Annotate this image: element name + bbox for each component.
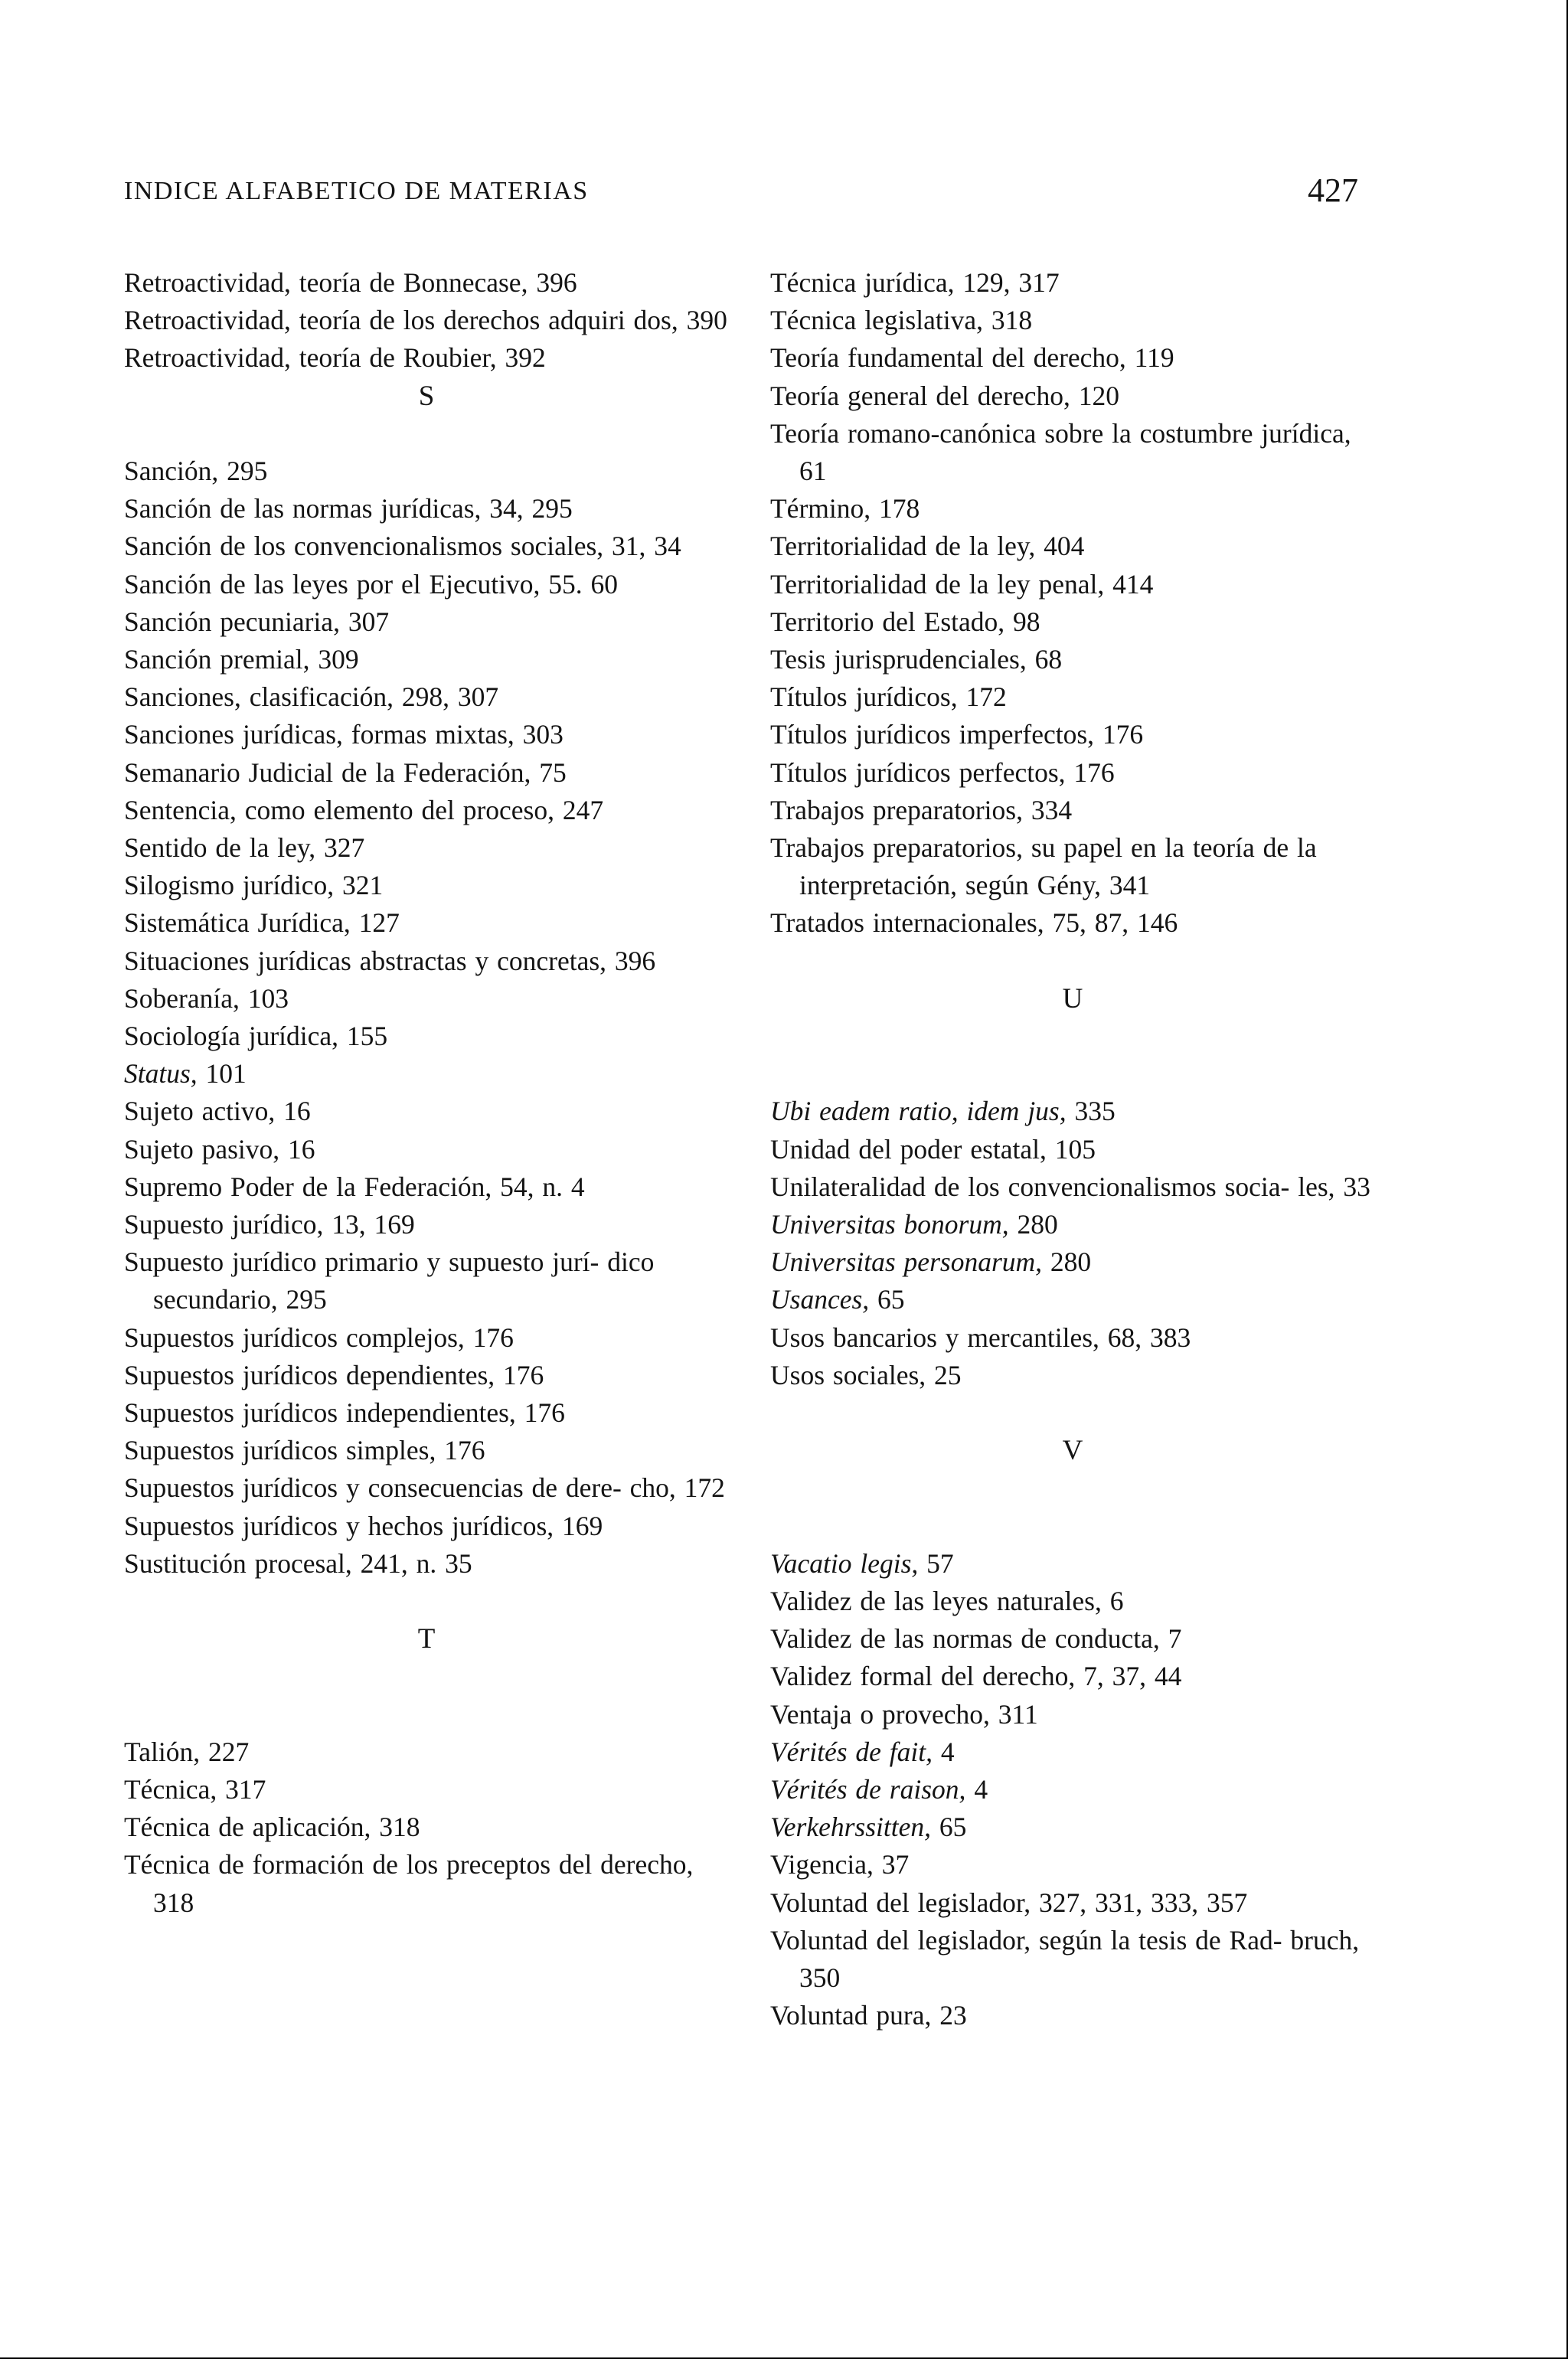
index-entry: Supuestos jurídicos simples, 176 xyxy=(124,1435,485,1466)
section-letter-v: V xyxy=(1062,1435,1083,1467)
index-entry: Situaciones jurídicas abstractas y concretas, 396 xyxy=(124,945,656,976)
section-letter-u: U xyxy=(1062,982,1083,1015)
index-entry: Retroactividad, teoría de Bonnecase, 396 xyxy=(124,267,577,298)
index-entry: Teoría romano-canónica sobre la costumbre jurídica, 61 xyxy=(770,417,1351,487)
index-entry: Supuestos jurídicos dependientes, 176 xyxy=(124,1359,544,1390)
index-entry: Supremo Poder de la Federación, 54, n. 4 xyxy=(124,1171,585,1202)
index-entry: Voluntad pura, 23 xyxy=(770,2000,967,2031)
index-entry: Usos bancarios y mercantiles, 68, 383 xyxy=(770,1322,1191,1353)
index-entry: Supuestos jurídicos y consecuencias de dere- cho, 172 xyxy=(124,1472,725,1504)
index-entry: Títulos jurídicos imperfectos, 176 xyxy=(770,719,1144,750)
index-entry: Técnica, 317 xyxy=(124,1774,266,1805)
index-entry: Voluntad del legislador, según la tesis de Rad- bruch, 350 xyxy=(770,1924,1360,1994)
index-entry: Títulos jurídicos perfectos, 176 xyxy=(770,756,1115,788)
index-entry: Supuesto jurídico, 13, 169 xyxy=(124,1209,415,1240)
index-entry: Sanción de las leyes por el Ejecutivo, 55. 60 xyxy=(124,568,618,600)
index-entry: Soberanía, 103 xyxy=(124,982,289,1014)
index-entry: Unidad del poder estatal, 105 xyxy=(770,1133,1096,1165)
index-entry: Supuesto jurídico primario y supuesto jurí- dico secundario, 295 xyxy=(124,1246,655,1315)
index-entry-italic-term: Status, xyxy=(124,1058,198,1090)
index-entry: Término, 178 xyxy=(770,493,920,524)
index-entry: Técnica de formación de los preceptos del derecho, 318 xyxy=(124,1849,694,1918)
index-entry: Títulos jurídicos, 172 xyxy=(770,681,1007,713)
left-pre-entries xyxy=(124,264,729,377)
index-entry: Trabajos preparatorios, su papel en la teoría de la interpretación, según Gény, 341 xyxy=(770,832,1317,901)
index-entry: Unilateralidad de los convencionalismos socia- les, 33 xyxy=(770,1171,1370,1202)
index-entry xyxy=(770,1093,1375,1130)
index-entry: Supuestos jurídicos complejos, 176 xyxy=(124,1322,514,1353)
index-entry: Sentido de la ley, 327 xyxy=(124,832,365,864)
left-column xyxy=(124,264,729,1922)
section-v-entries xyxy=(770,1545,1375,2035)
index-entry: Validez formal del derecho, 7, 37, 44 xyxy=(770,1661,1182,1692)
index-entry-italic-term: Universitas bonorum, xyxy=(770,1209,1009,1240)
index-entry-pages: 4 xyxy=(965,1774,988,1805)
index-entry: Supuestos jurídicos y hechos jurídicos, 169 xyxy=(124,1510,603,1541)
index-entry-italic-term: Universitas personarum, xyxy=(770,1246,1043,1278)
section-letter-s: S xyxy=(418,380,435,412)
index-entry: Técnica legislativa, 318 xyxy=(770,305,1033,336)
index-entry: Teoría general del derecho, 120 xyxy=(770,380,1119,411)
index-entry: Retroactividad, teoría de los derechos adquiri dos, 390 xyxy=(124,305,727,336)
index-entry: Ventaja o provecho, 311 xyxy=(770,1698,1038,1730)
index-entry: Vigencia, 37 xyxy=(770,1849,910,1880)
index-entry-italic-term: Vérités de raison, xyxy=(770,1774,966,1805)
section-s-entries xyxy=(124,453,729,1583)
index-entry: Tesis jurisprudenciales, 68 xyxy=(770,644,1063,675)
index-entry-pages: 101 xyxy=(197,1058,247,1090)
index-entry-pages: 280 xyxy=(1008,1209,1058,1240)
index-entry xyxy=(770,1281,1375,1318)
index-entry: Territorialidad de la ley penal, 414 xyxy=(770,568,1154,600)
index-entry: Sentencia, como elemento del proceso, 247 xyxy=(124,794,604,825)
index-entry: Sanciones jurídicas, formas mixtas, 303 xyxy=(124,719,564,750)
index-entry: Sujeto activo, 16 xyxy=(124,1096,311,1127)
index-entry-italic-term: Ubi eadem ratio, idem jus, xyxy=(770,1096,1067,1127)
index-entry-pages: 335 xyxy=(1066,1096,1116,1127)
index-entry: Silogismo jurídico, 321 xyxy=(124,870,384,901)
section-letter-t: T xyxy=(417,1623,436,1655)
index-entry-pages: 65 xyxy=(869,1284,905,1315)
index-entry: Territorialidad de la ley, 404 xyxy=(770,531,1085,562)
index-entry: Sustitución procesal, 241, n. 35 xyxy=(124,1547,472,1579)
index-entry-pages: 280 xyxy=(1042,1246,1092,1278)
index-entry: Sociología jurídica, 155 xyxy=(124,1021,388,1052)
index-entry: Talión, 227 xyxy=(124,1736,250,1767)
index-entry-italic-term: Verkehrssitten, xyxy=(770,1812,932,1843)
right-column xyxy=(770,264,1375,2034)
index-entry: Sanciones, clasificación, 298, 307 xyxy=(124,681,499,713)
index-entry xyxy=(124,1055,729,1093)
index-entry xyxy=(770,1808,1375,1846)
index-entry xyxy=(770,1771,1375,1808)
index-entry-pages: 57 xyxy=(918,1547,954,1579)
index-entry xyxy=(770,1206,1375,1243)
index-entry: Validez de las leyes naturales, 6 xyxy=(770,1586,1124,1617)
index-entry: Supuestos jurídicos independientes, 176 xyxy=(124,1397,565,1429)
index-entry-italic-term: Usances, xyxy=(770,1284,870,1315)
index-entry: Sanción premial, 309 xyxy=(124,644,359,675)
index-entry xyxy=(770,1545,1375,1583)
section-t-entries xyxy=(124,1733,729,1922)
index-entry: Tratados internacionales, 75, 87, 146 xyxy=(770,907,1178,939)
index-entry xyxy=(770,1733,1375,1771)
page-number: 427 xyxy=(1308,172,1358,209)
index-entry: Sanción de los convencionalismos sociales, 31, 34 xyxy=(124,531,681,562)
index-entry: Usos sociales, 25 xyxy=(770,1359,962,1390)
index-entry-pages: 4 xyxy=(933,1736,955,1767)
index-entry: Sanción pecuniaria, 307 xyxy=(124,606,390,637)
index-entry-italic-term: Vacatio legis, xyxy=(770,1547,919,1579)
index-entry: Sistemática Jurídica, 127 xyxy=(124,907,400,939)
index-entry: Trabajos preparatorios, 334 xyxy=(770,794,1073,825)
index-entry: Sanción de las normas jurídicas, 34, 295 xyxy=(124,493,573,524)
index-entry-italic-term: Vérités de fait, xyxy=(770,1736,933,1767)
index-entry: Sujeto pasivo, 16 xyxy=(124,1133,315,1165)
index-entry xyxy=(770,1243,1375,1281)
right-pre-entries xyxy=(770,264,1375,943)
index-entry: Técnica jurídica, 129, 317 xyxy=(770,267,1060,298)
section-u-entries xyxy=(770,1093,1375,1394)
running-title: INDICE ALFABETICO DE MATERIAS xyxy=(124,177,589,205)
index-entry: Territorio del Estado, 98 xyxy=(770,606,1040,637)
index-entry: Técnica de aplicación, 318 xyxy=(124,1812,420,1843)
index-entry: Retroactividad, teoría de Roubier, 392 xyxy=(124,342,546,374)
index-entry-pages: 65 xyxy=(931,1812,967,1843)
index-entry: Validez de las normas de conducta, 7 xyxy=(770,1623,1182,1655)
index-entry: Semanario Judicial de la Federación, 75 xyxy=(124,756,567,788)
index-entry: Sanción, 295 xyxy=(124,456,268,486)
index-entry: Teoría fundamental del derecho, 119 xyxy=(770,342,1174,374)
index-entry: Voluntad del legislador, 327, 331, 333, 357 xyxy=(770,1887,1248,1918)
